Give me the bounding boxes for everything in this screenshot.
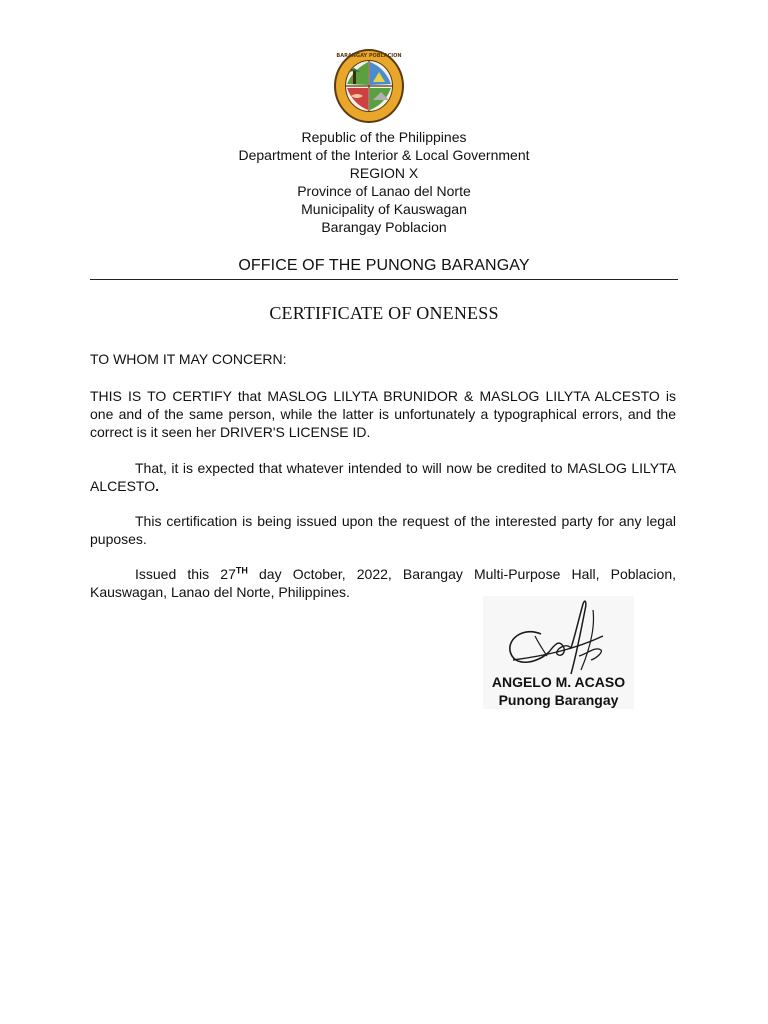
signatory-position: Punong Barangay	[498, 692, 619, 708]
issued-rest: day October, 2022, Barangay Multi-Purpose Hall, Poblacion, Kauswagan, Lanao del Norte, Philippines.	[90, 566, 676, 600]
issued-prefix: Issued this 27	[135, 566, 236, 582]
signatory-name: ANGELO M. ACASO	[491, 674, 626, 690]
paragraph-purpose-text: This certification is being issued upon the request of the interested party for any legal puposes.	[90, 513, 676, 547]
header-line-barangay: Barangay Poblacion	[321, 219, 447, 235]
header-line-municipality: Municipality of Kauswagan	[301, 201, 467, 217]
signature-block	[483, 596, 634, 709]
signatory-block	[483, 673, 634, 709]
header-line-republic: Republic of the Philippines	[301, 129, 467, 145]
document-title: CERTIFICATE OF ONENESS	[269, 303, 499, 323]
header-line-region: REGION X	[349, 165, 419, 181]
paragraph-credit-period: .	[155, 478, 159, 494]
header-line-province: Province of Lanao del Norte	[297, 183, 471, 199]
barangay-seal-icon	[333, 48, 405, 124]
issued-ordinal-suffix: TH	[235, 565, 248, 576]
paragraph-purpose	[90, 512, 676, 548]
paragraph-credit	[90, 459, 676, 495]
paragraph-certify-text: THIS IS TO CERTIFY that MASLOG LILYTA BRUNIDOR & MASLOG LILYTA ALCESTO is one and of the same person, while the latter is unfortunately a typographical errors, and the correct is it seen her DRIVER'S LICENSE ID.	[90, 388, 676, 440]
salutation: TO WHOM IT MAY CONCERN:	[90, 351, 287, 367]
office-title: OFFICE OF THE PUNONG BARANGAY	[238, 257, 530, 274]
seal-text: BARANGAY POBLACION	[336, 53, 402, 59]
paragraph-certify	[90, 387, 676, 441]
header-divider	[90, 279, 678, 280]
letterhead	[0, 128, 768, 236]
barangay-seal	[333, 48, 405, 124]
paragraph-credit-text: That, it is expected that whatever intended to will now be credited to MASLOG LILYTA ALCESTO	[90, 460, 676, 494]
header-line-department: Department of the Interior & Local Government	[238, 147, 530, 163]
